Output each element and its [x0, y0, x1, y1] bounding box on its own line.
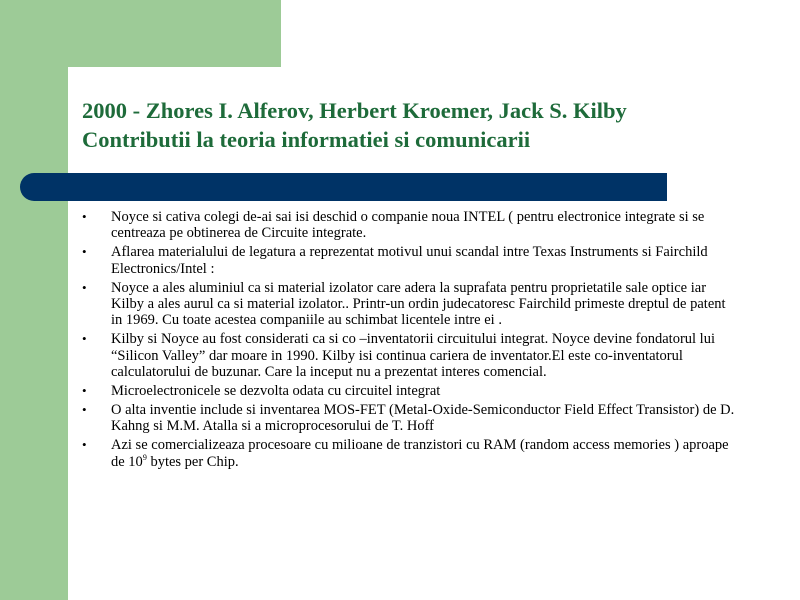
- bullet-item: [80, 331, 740, 380]
- bullet-item: [80, 244, 740, 277]
- top-green-band: [0, 0, 281, 67]
- bullet-text: O alta inventie include si inventarea MOS-FET (Metal-Oxide-Semiconductor Field Effect Transistor) de D. Kahng si M.M. Atalla si a microprocesorului de T. Hoff: [111, 401, 735, 435]
- bullet-dot-icon: •: [82, 244, 87, 260]
- bullet-item: [80, 209, 740, 242]
- bullet-item: [80, 437, 740, 470]
- bullet-item: [80, 383, 740, 399]
- title-line-1: 2000 - Zhores I. Alferov, Herbert Kroemer, Jack S. Kilby: [82, 98, 627, 123]
- exponent: 9: [142, 452, 147, 462]
- bullet-text: Azi se comercializeaza procesoare cu milioane de tranzistori cu RAM (random access memories ) aproape de 10: [111, 437, 729, 470]
- bullet-dot-icon: •: [82, 401, 87, 417]
- bullet-list: [80, 209, 740, 473]
- bullet-text-tail: bytes per Chip.: [146, 453, 239, 470]
- bullet-dot-icon: •: [82, 279, 87, 295]
- bullet-dot-icon: •: [82, 437, 87, 453]
- bullet-text: Noyce a ales aluminiul ca si material izolator care adera la suprafata pentru proprietatile sale optice iar Kilby a ales aurul ca si material izolator.. Printr-un ordin judecatoresc Fairchild primeste dreptul de patent in 1969. Cu toate acestea companiile au schimbat licentele intre ei .: [111, 279, 726, 329]
- bullet-dot-icon: •: [82, 383, 87, 399]
- bullet-dot-icon: •: [82, 331, 87, 347]
- title-line-2: Contributii la teoria informatiei si comunicarii: [82, 127, 531, 152]
- bullet-text: Aflarea materialului de legatura a reprezentat motivul unui scandal intre Texas Instruments si Fairchild Electronics/Intel :: [111, 244, 708, 277]
- left-green-band: [0, 0, 68, 600]
- slide-title: [82, 96, 782, 154]
- bullet-dot-icon: •: [82, 209, 87, 224]
- bullet-item: [80, 280, 740, 329]
- title-underline-bar: [20, 173, 667, 201]
- bullet-text: Kilby si Noyce au fost considerati ca si co –inventatorii circuitului integrat. Noyce devine fondatorul lui “Silicon Valley” dar moare in 1990. Kilby isi continua cariera de inventator.El este co-inventatorul calculatorului de buzunar. Care la inceput nu a prezentat interes comencial.: [111, 331, 715, 381]
- bullet-text: Noyce si cativa colegi de-ai sai isi deschid o companie noua INTEL ( pentru electronice integrate si se centreaza pe obtinerea de Circuite integrate.: [111, 209, 705, 242]
- bullet-item: [80, 402, 740, 435]
- bullet-text: Microelectronicele se dezvolta odata cu circuitel integrat: [111, 383, 441, 400]
